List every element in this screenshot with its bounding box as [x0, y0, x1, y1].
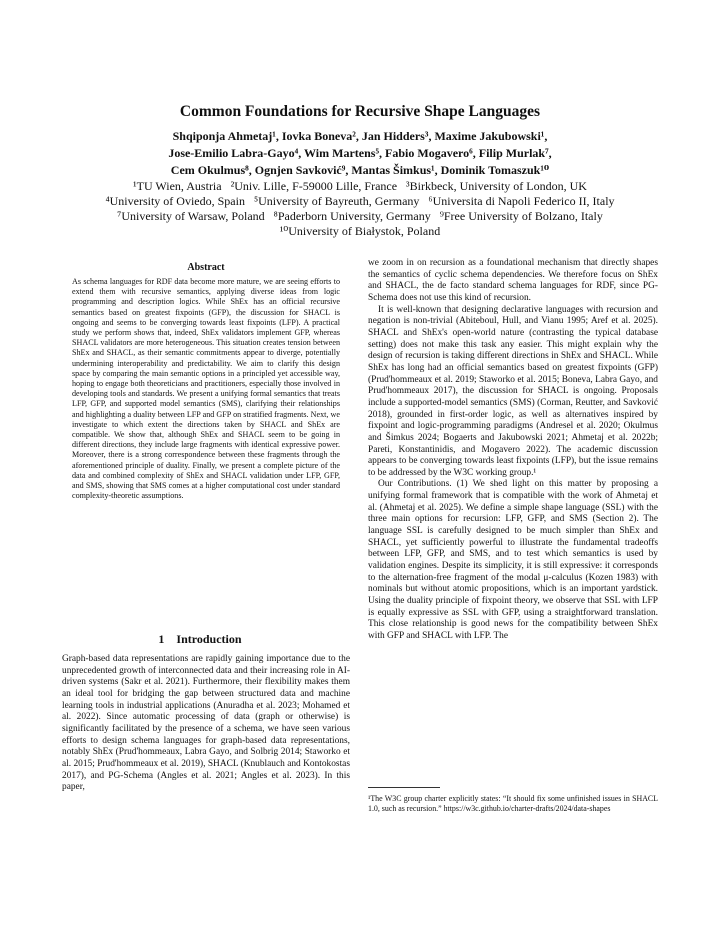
abstract-text: As schema languages for RDF data become more mature, we are seeing efforts to extend them with recursive semantics, applying diverse ideas from logic programming and description logics. While ShEx has an official recursive semantics based on greatest fixpoints (GFP), the discussion for SHACL is ongoing and seems to be converging towards least fixpoints (LFP). A practical study we perform shows that, indeed, ShEx validators implement GFP, whereas SHACL validators are more heterogeneous. This situation creates tension between ShEx and SHACL, as their semantic commitments appear to diverge, potentially undermining interoperability and predictability. We aim to clarify this design space by comparing the main semantic options in a principled yet accessible way, hoping to engage both theoreticians and practitioners, especially those involved in developing tools and standards. We present a unifying formal semantics that treats LFP, GFP, and supported model semantics (SMS), clarifying their relationships and highlighting a duality between LFP and GFP on stratified fragments. Next, we investigate to which extent the directions taken by SHACL and ShEx are compatible. We show that, although ShEx and SHACL seem to be going in different directions, they include large fragments with identical expressive power. Moreover, there is a strong correspondence between these fragments through the aforementioned principle of duality. Finally, we present a complete picture of the data and combined complexity of ShEx and SHACL validation under LFP, GFP, and SMS, showing that SMS comes at a higher computational cost under standard complexity-theoretic assumptions.	[72, 277, 340, 501]
author-line: Cem Okulmus⁸, Ognjen Savković⁹, Mantas Šimkus¹, Dominik Tomaszuk¹⁰	[170, 163, 550, 177]
contributions-paragraph: Our Contributions. (1) We shed light on this matter by proposing a unifying formal framework that is compatible with the work of Ahmetaj et al. (Ahmetaj et al. 2025). We define a simple shape language (SSL) with the three main options for recursion: LFP, GFP, and SMS (Section 2). The language SSL is carefully designed to be much simpler than ShEx and SHACL, yet sufficiently powerful to illustrate the fundamental tradeoffs between LFP, GFP, and SMS, and to test which semantics is used by validation engines. Despite its simplicity, it is still expressive: it corresponds to the alternation-free fragment of the modal μ-calculus (Kozen 1983) with nominals but without atomic propositions, which is an important yardstick. Using the duality principle of fixpoint theory, we observe that SSL with LFP is equally expressive as SSL with GFP, using a straightforward translation. This close relationship is good news for the compatibility between ShEx with GFP and SHACL with LFP. The	[368, 479, 658, 641]
affiliation: ⁶Universita di Napoli Federico II, Italy	[428, 194, 615, 208]
author-line: Jose-Emilio Labra-Gayo⁴, Wim Martens⁵, Fabio Mogavero⁶, Filip Murlak⁷,	[168, 146, 552, 160]
affiliation: ²Univ. Lille, F-59000 Lille, France	[230, 179, 398, 193]
section-heading	[60, 632, 352, 647]
affiliation: ⁸Paderborn University, Germany	[273, 209, 431, 223]
affiliation: ⁹Free University of Bolzano, Italy	[439, 209, 603, 223]
paper-title: Common Foundations for Recursive Shape Languages	[179, 103, 541, 120]
right-column	[368, 258, 658, 643]
footnote: ¹The W3C group charter explicitly states: “It should fix some unfinished issues in SHACL 1.0, such as recursion.” https://w3c.github.io/charter-drafts/2024/data-shapes	[368, 794, 658, 813]
intro-paragraph: Graph-based data representations are rapidly gaining importance due to the unprecedented growth of interconnected data and their increasing role in AI-driven systems (Sakr et al. 2021). Furthermore, their flexibility makes them an ideal tool for bridging the gap between structured data and machine learning tools in industrial applications (Anuradha et al. 2023; Mohamed et al. 2022). Since automatic processing of data (graph or otherwise) is significantly facilitated by the presence of a schema, we have seen various efforts to design schema languages for graph-based data representations, notably ShEx (Prud'hommeaux, Labra Gayo, and Solbrig 2014; Staworko et al. 2015; Prud'hommeaux et al. 2019), SHACL (Knublauch and Kontokostas 2017), and PG-Schema (Angles et al. 2021; Angles et al. 2023). In this paper,	[62, 654, 350, 793]
affiliation: ⁵University of Bayreuth, Germany	[253, 194, 420, 208]
abstract-heading: Abstract	[187, 262, 225, 273]
affiliations	[40, 179, 680, 239]
affiliation: ⁷University of Warsaw, Poland	[117, 209, 265, 223]
author-line: Shqiponja Ahmetaj¹, Iovka Boneva², Jan Hidders³, Maxime Jakubowski¹,	[172, 129, 548, 143]
affiliation: ¹TU Wien, Austria	[133, 179, 222, 193]
section-number: 1	[158, 632, 165, 646]
body-paragraph: we zoom in on recursion as a foundational mechanism that directly shapes the semantics of cyclic schema dependencies. We therefore focus on ShEx and SHACL, the de facto standard schema languages for RDF, since PG-Schema does not use this kind of recursion.	[368, 258, 658, 303]
body-paragraph: It is well-known that designing declarative languages with recursion and negation is non-trivial (Abiteboul, Hull, and Vianu 1995; Aref et al. 2025). SHACL and ShEx's open-world nature (contrasting the typical database setting) does not make this task any easier. This might explain why the design of recursion is taking different directions in ShEx and SHACL. While ShEx has long had an official semantics based on greatest fixpoints (GFP) (Prud'hommeaux et al. 2019; Staworko et al. 2015; Boneva, Labra Gayo, and Prud'hommeaux 2017), the discussion for SHACL is ongoing. Proposals include a supported-model semantics (SMS) (Corman, Reutter, and Savković 2018), grounded in first-order logic, as well as alternatives inspired by fixpoint and logic-programming paradigms (Andresel et al. 2020; Okulmus and Šimkus 2024; Bogaerts and Jakubowski 2021; Ahmetaj et al. 2022b; Pareti, Konstantinidis, and Mogavero 2022). The academic discussion appears to be converging towards least fixpoints (LFP), but the issue remains to be addressed by the W3C working group.¹	[368, 304, 658, 478]
affiliation: ¹⁰University of Białystok, Poland	[279, 224, 441, 238]
section-title: Introduction	[176, 632, 242, 646]
affiliation: ³Birkbeck, University of London, UK	[406, 179, 587, 193]
footnote-rule	[368, 787, 440, 788]
affiliation: ⁴University of Oviedo, Spain	[105, 194, 245, 208]
author-list	[60, 128, 660, 179]
